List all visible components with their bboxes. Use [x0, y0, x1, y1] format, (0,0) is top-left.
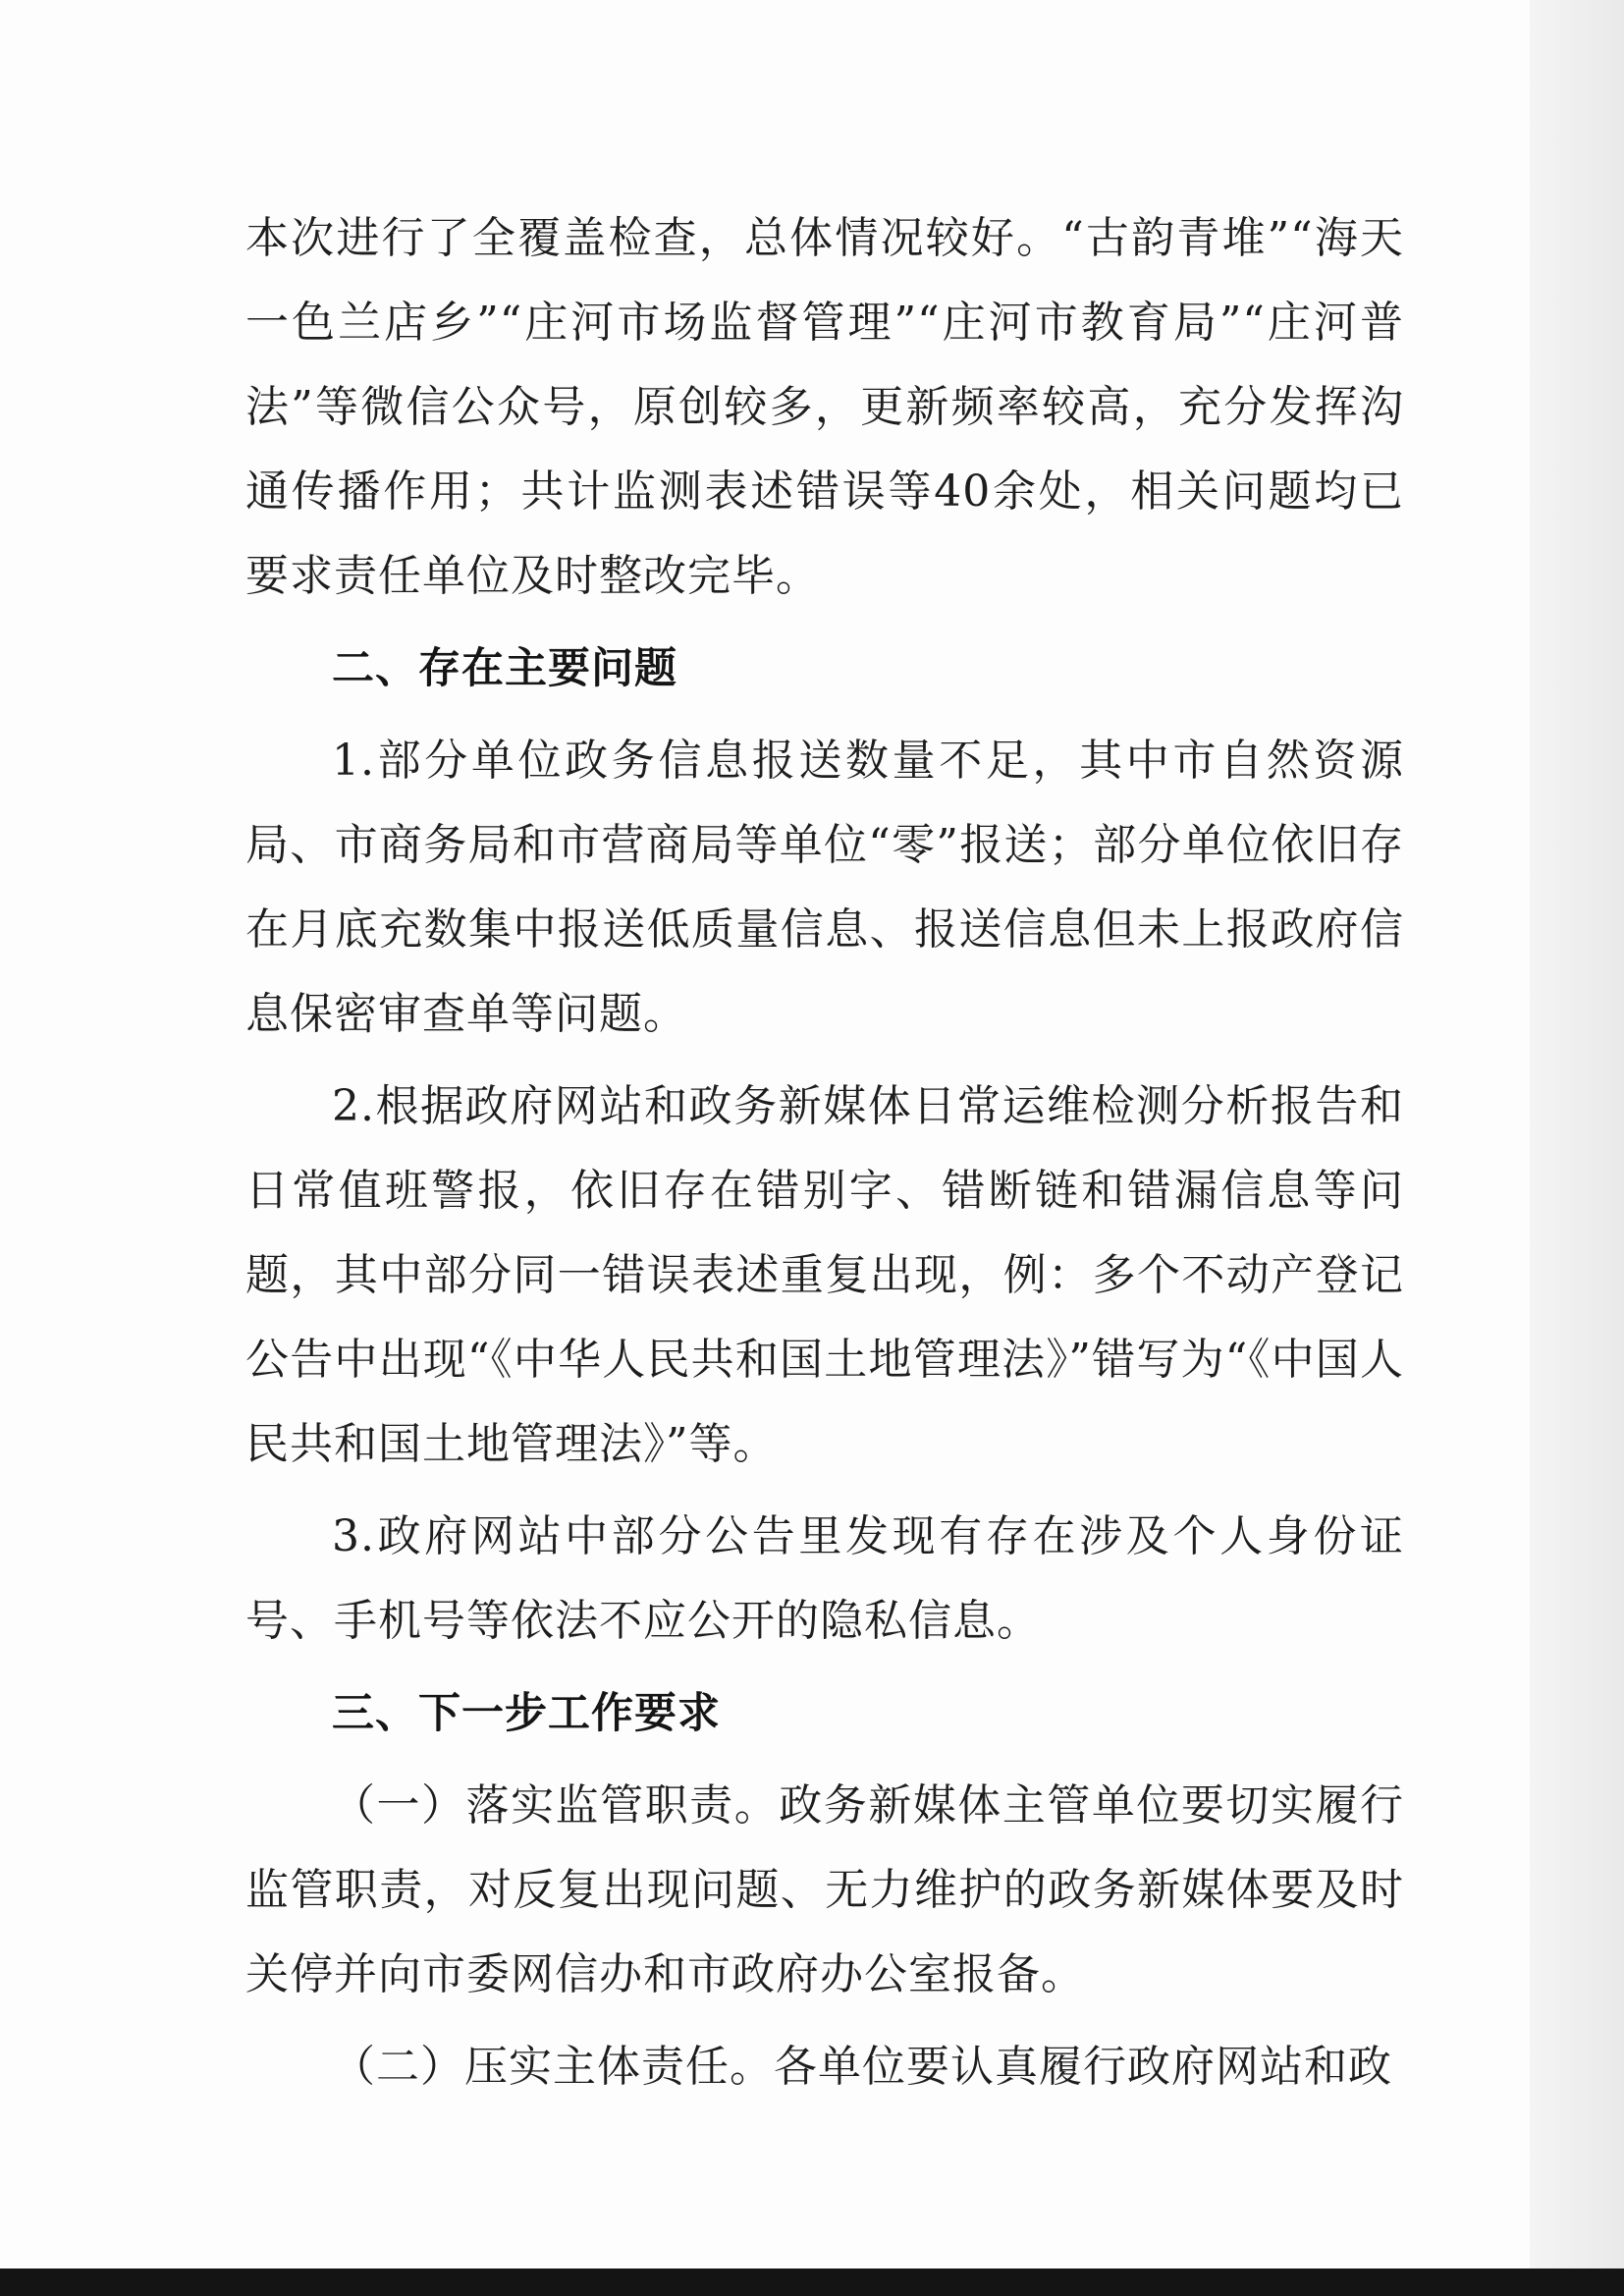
section-heading-next-steps: 三、下一步工作要求: [332, 1689, 721, 1738]
paragraph-problem-3: 3.政府网站中部分公告里发现有存在涉及个人身份证号、手机号等依法不应公开的隐私信息。: [245, 1511, 1404, 1646]
document-body: [245, 196, 1404, 2109]
paragraph-problem-2: 2.根据政府网站和政务新媒体日常运维检测分析报告和日常值班警报，依旧存在错别字、错断链和错漏信息等问题，其中部分同一错误表述重复出现，例：多个不动产登记公告中出现“《中华人民共和国土地管理法》”错写为“《中国人民共和国土地管理法》”等。: [245, 1081, 1404, 1469]
section-heading-problems: 二、存在主要问题: [332, 644, 677, 693]
scan-right-margin: [1530, 0, 1624, 2269]
paragraph-requirement-2: （二）压实主体责任。各单位要认真履行政府网站和政: [332, 2042, 1392, 2092]
paragraph-summary: 本次进行了全覆盖检查，总体情况较好。“古韵青堆”“海天一色兰店乡”“庄河市场监督管理”“庄河市教育局”“庄河普法”等微信公众号，原创较多，更新频率较高，充分发挥沟通传播作用；共计监测表述错误等40余处，相关问题均已要求责任单位及时整改完毕。: [245, 213, 1404, 601]
scan-bottom-border: [0, 2269, 1624, 2296]
paragraph-problem-1: 1.部分单位政务信息报送数量不足，其中市自然资源局、市商务局和市营商局等单位“零”报送；部分单位依旧存在月底充数集中报送低质量信息、报送信息但未上报政府信息保密审查单等问题。: [245, 736, 1404, 1039]
paragraph-requirement-1: （一）落实监管职责。政务新媒体主管单位要切实履行监管职责，对反复出现问题、无力维护的政务新媒体要及时关停并向市委网信办和市政府办公室报备。: [245, 1780, 1404, 1999]
